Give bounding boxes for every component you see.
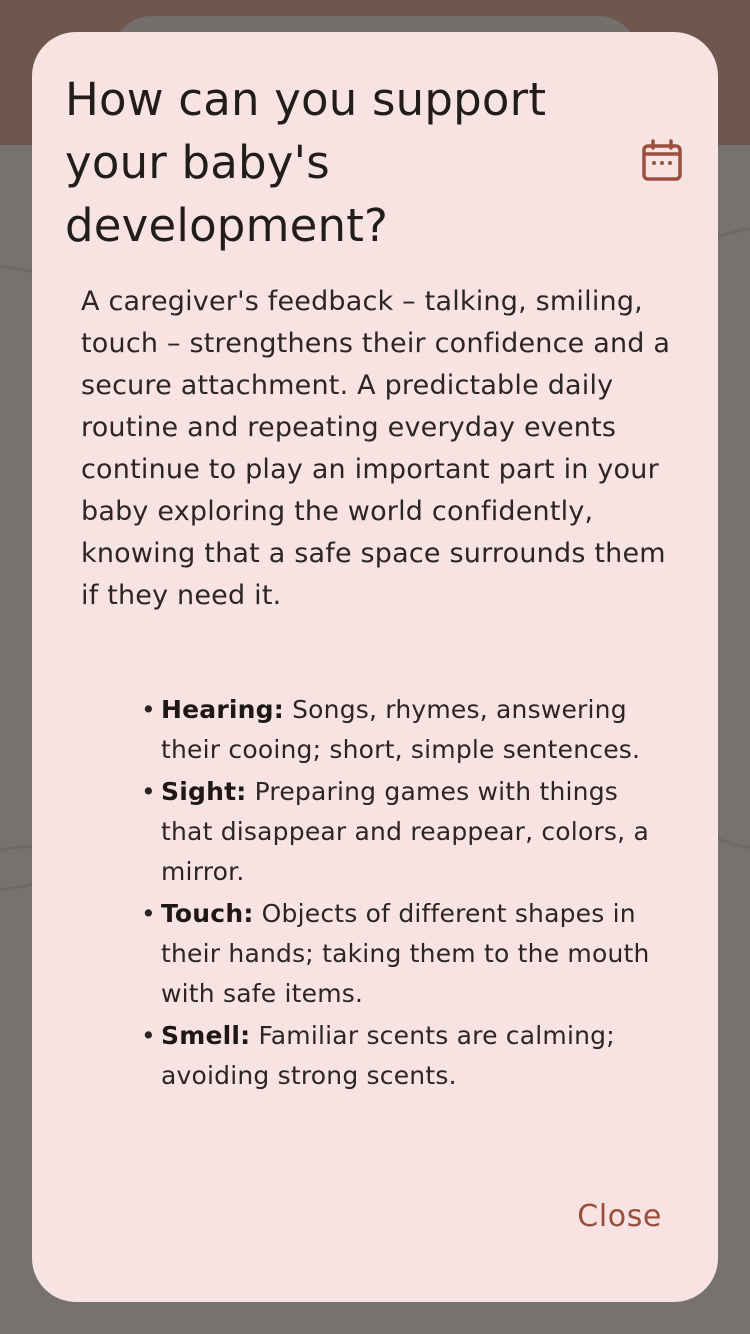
list-item-term: Smell: [161,1021,251,1050]
senses-list [141,690,671,1098]
list-item-smell [141,1016,671,1096]
dialog-body-text: A caregiver's feedback – talking, smiling, touch – strengthens their confidence and a secure attachment. A predictable daily routine and repeating everyday events continue to play an important part in your baby exploring the world confidently, knowing that a safe space surrounds them if they need it. [81,286,671,611]
list-item-text: Familiar scents are calming; avoiding strong scents. [161,1021,615,1090]
list-item-term: Sight: [161,777,247,806]
list-item-hearing [141,690,671,770]
dialog-title: How can you support your baby's development? [65,73,547,252]
list-item-text: Objects of different shapes in their hands; taking them to the mouth with safe items. [161,899,650,1008]
list-item-touch [141,894,671,1014]
close-button[interactable]: Close [577,1199,662,1234]
list-item-sight [141,772,671,892]
list-item-term: Touch: [161,899,254,928]
list-item-term: Hearing: [161,695,284,724]
calendar-icon [640,139,684,183]
info-dialog [32,32,718,1302]
list-item-text: Preparing games with things that disappear and reappear, colors, a mirror. [161,777,649,886]
list-item-text: Songs, rhymes, answering their cooing; short, simple sentences. [161,695,641,764]
